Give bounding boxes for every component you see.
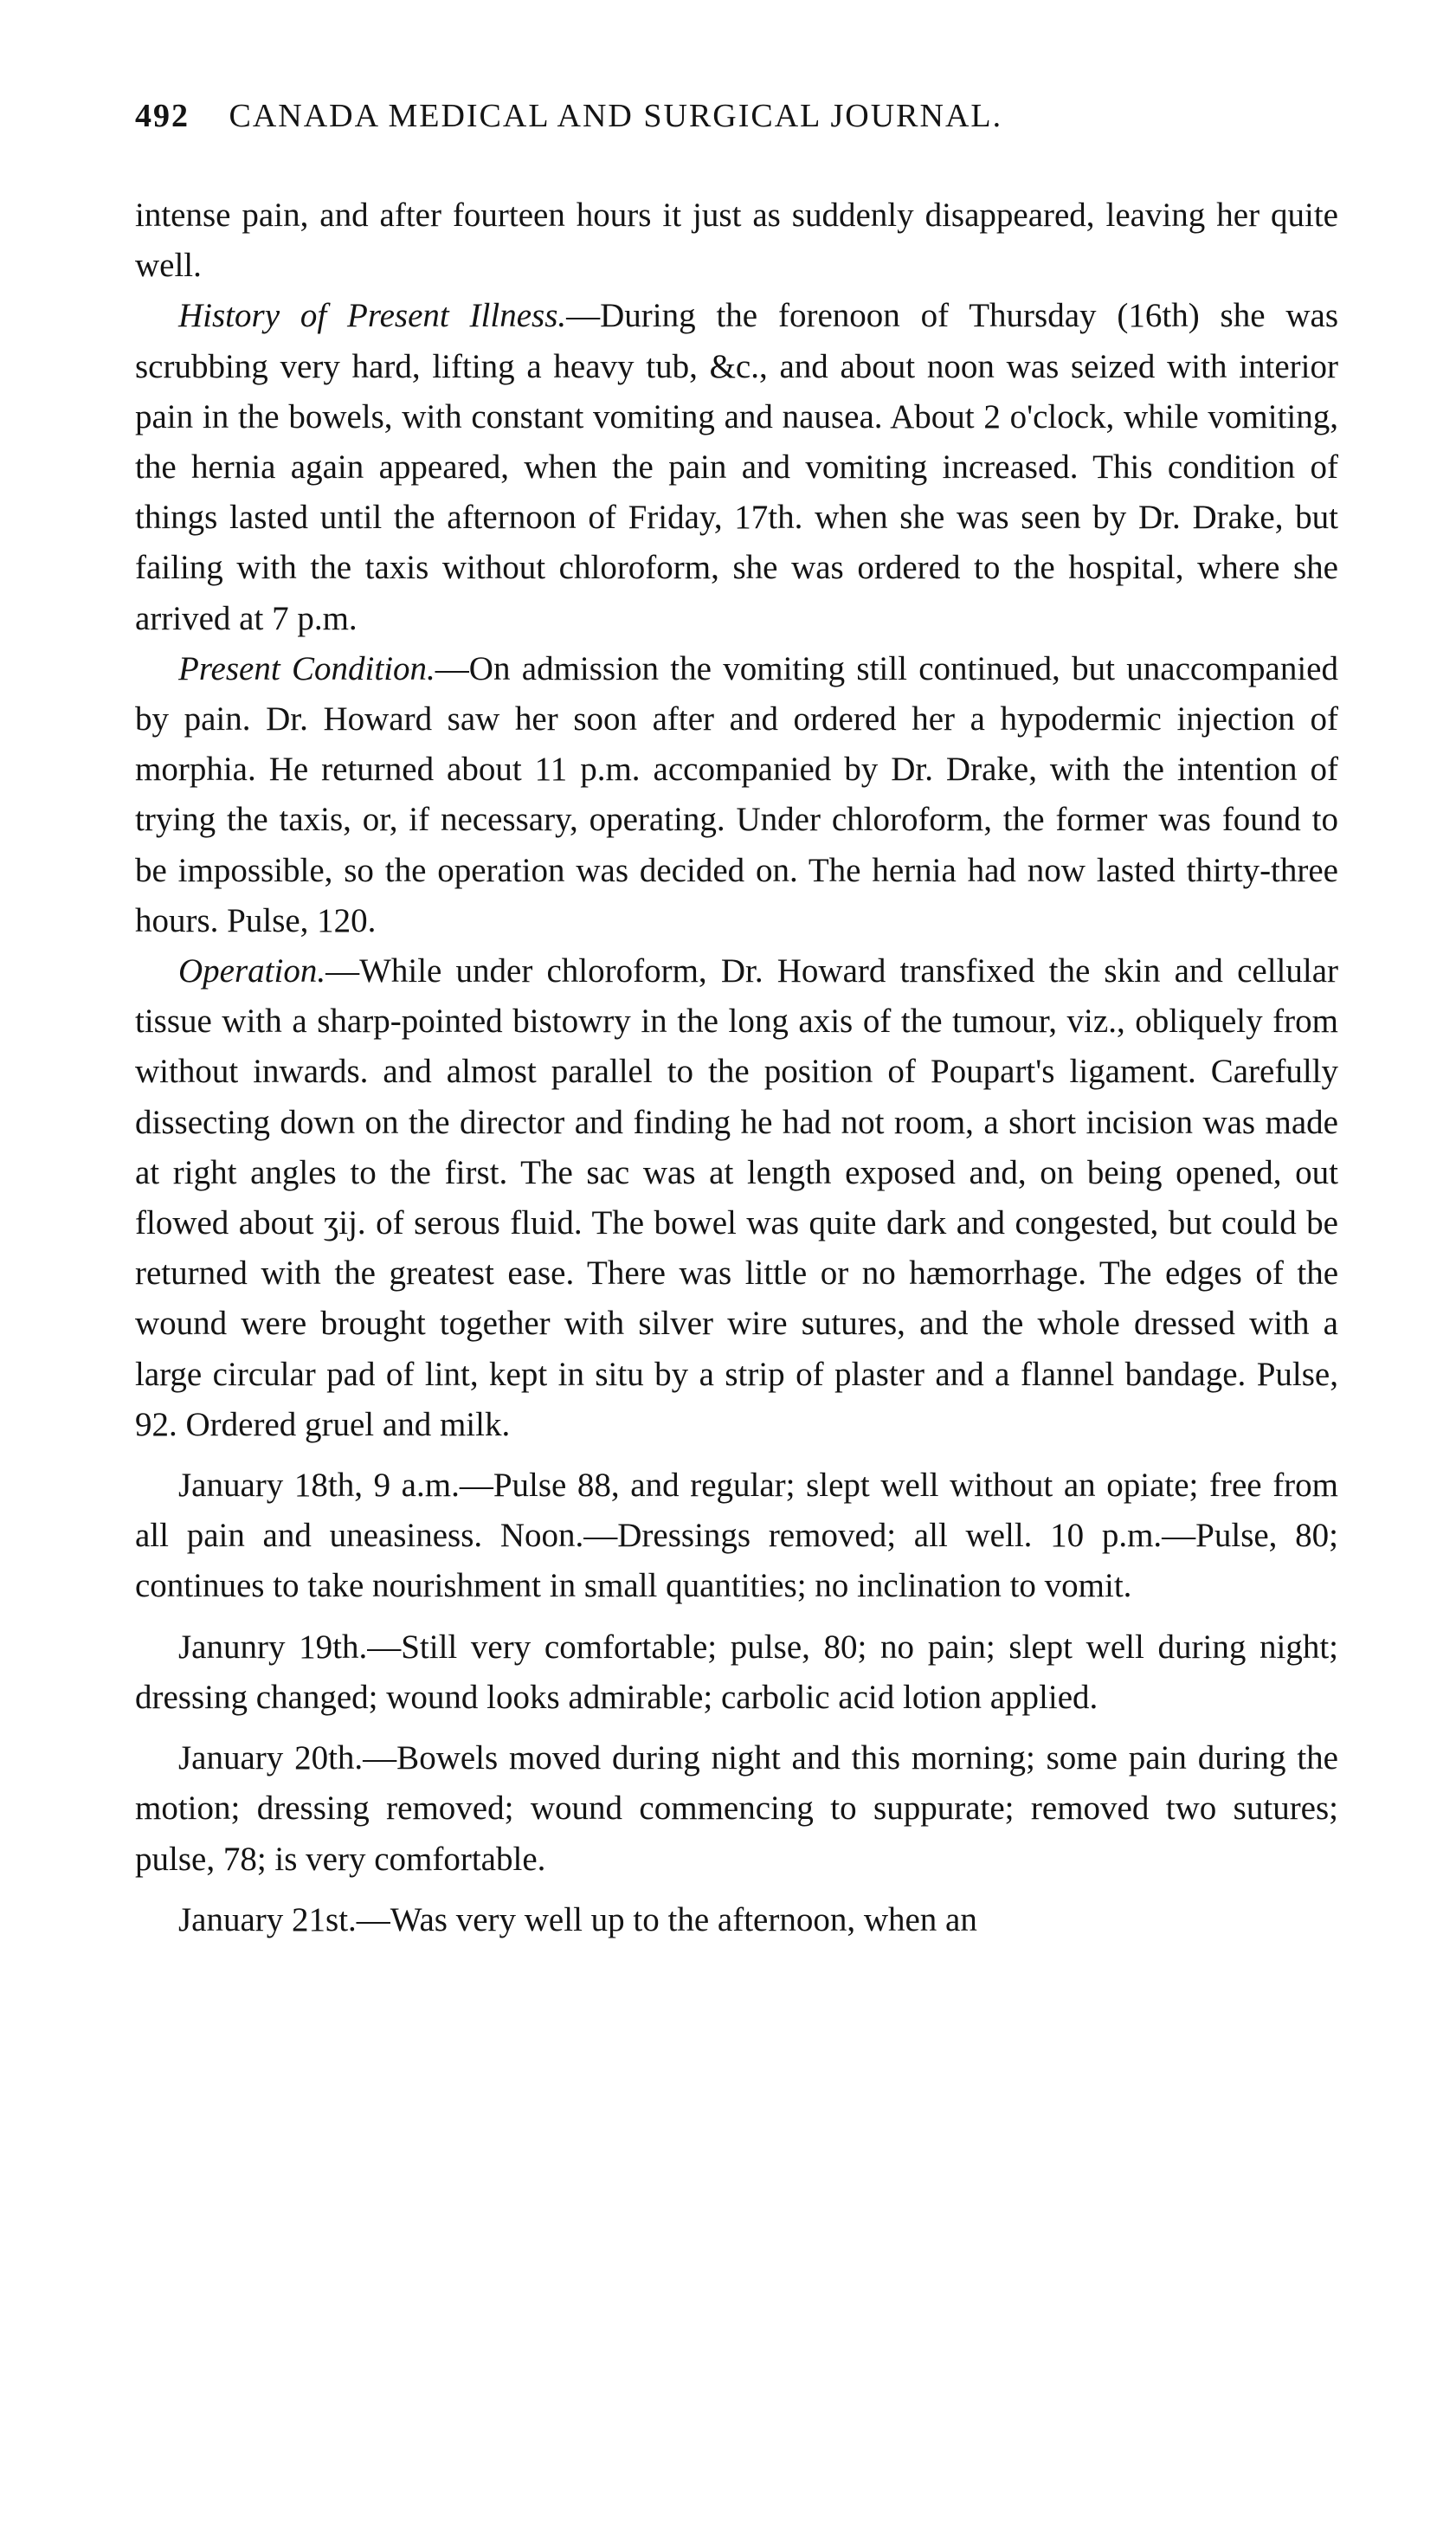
paragraph-january-21 xyxy=(135,1895,1338,1945)
paragraph-operation xyxy=(135,946,1338,1450)
journal-title: CANADA MEDICAL AND SURGICAL JOURNAL. xyxy=(229,98,1003,134)
paragraph-text: Janunry 19th.—Still very comfortable; pulse, 80; no pain; slept well during night; dressing changed; wound looks admirable; carbolic acid lotion applied. xyxy=(135,1628,1338,1716)
paragraph-text: January 20th.—Bowels moved during night and this morning; some pain during the motion; dressing removed; wound commencing to suppurate; removed two sutures; pulse, 78; is very comfortable. xyxy=(135,1739,1338,1878)
paragraph-text: intense pain, and after fourteen hours it just as suddenly disappeared, leaving her quite well. xyxy=(135,197,1338,285)
paragraph-text: —On admission the vomiting still continued, but unaccompanied by pain. Dr. Howard saw her soon after and ordered her a hypodermic injection of morphia. He returned about 11 p.m. accompanied by Dr. Drake, with the intention of trying the taxis, or, if necessary, operating. Under chloroform, the former was found to be impossible, so the operation was decided on. The hernia had now lasted thirty-three hours. Pulse, 120. xyxy=(135,649,1338,939)
paragraph-january-20 xyxy=(135,1733,1338,1885)
paragraph-history-present-illness xyxy=(135,291,1338,643)
paragraph-text: —While under chloroform, Dr. Howard transfixed the skin and cellular tissue with a sharp-pointed bistowry in the long axis of the tumour, viz., obliquely from without inwards. and almost parallel to the position of Poupart's ligament. Carefully dissecting down on the director and finding he had not room, a short incision was made at right angles to the first. The sac was at length exposed and, on being opened, out flowed about ʒij. of serous fluid. The bowel was quite dark and congested, but could be returned with the greatest ease. There was little or no hæmorrhage. The edges of the wound were brought together with silver wire sutures, and the whole dressed with a large circular pad of lint, kept in situ by a strip of plaster and a flannel bandage. Pulse, 92. Ordered gruel and milk. xyxy=(135,952,1338,1443)
paragraph-january-18 xyxy=(135,1461,1338,1612)
running-header xyxy=(135,97,1340,149)
paragraph-text: January 21st.—Was very well up to the afternoon, when an xyxy=(178,1900,977,1938)
section-heading-present-condition: Present Condition. xyxy=(178,649,435,687)
article-body xyxy=(135,190,1338,1945)
paragraph-text: —During the forenoon of Thursday (16th) she was scrubbing very hard, lifting a heavy tub, &c., and about noon was seized with interior pain in the bowels, with constant vomiting and nausea. About 2 o'clock, while vomiting, the hernia again appeared, when the pain and vomiting increased. This condition of things lasted until the afternoon of Friday, 17th. when she was seen by Dr. Drake, but failing with the taxis without chloroform, she was ordered to the hospital, where she arrived at 7 p.m. xyxy=(135,297,1339,637)
paragraph-present-condition xyxy=(135,644,1338,946)
paragraph-continuation xyxy=(135,190,1338,291)
paragraph-text: January 18th, 9 a.m.—Pulse 88, and regular; slept well without an opiate; free from all pain and uneasiness. Noon.—Dressings removed; all well. 10 p.m.—Pulse, 80; continues to take nourishment in small quantities; no inclination to vomit. xyxy=(135,1467,1338,1605)
page-number: 492 xyxy=(135,98,190,134)
paragraph-january-19 xyxy=(135,1622,1338,1723)
section-heading-history: History of Present Illness. xyxy=(178,297,567,335)
section-heading-operation: Operation. xyxy=(178,952,326,990)
